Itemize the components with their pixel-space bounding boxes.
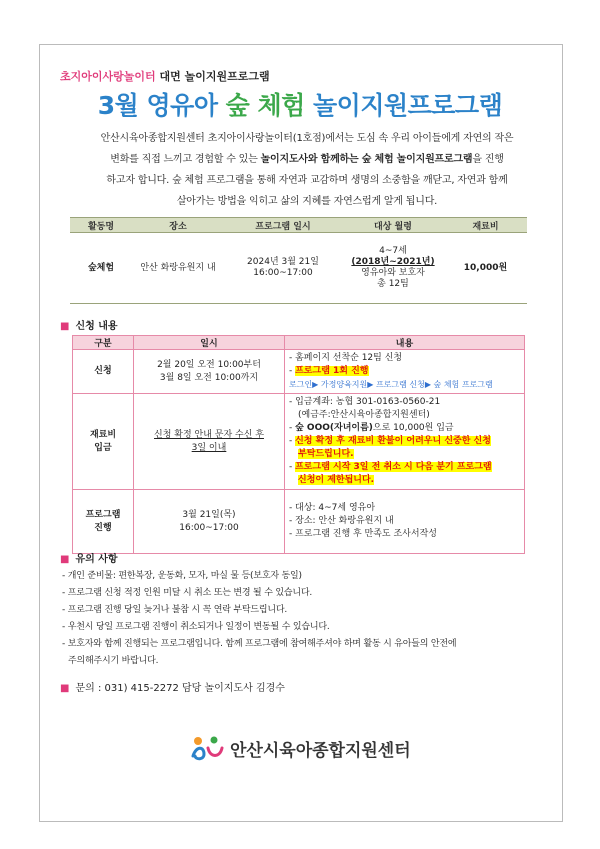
content-line: - 프로그램 시작 3일 전 취소 시 다음 분기 프로그램 [289,462,492,472]
title-highlight: 숲 체험 [225,91,305,120]
content-bold: 숲 OOO(자녀이름) [295,423,373,433]
highlight-text: 신청 확정 후 재료비 환불이 어려우니 신중한 신청 [295,436,491,446]
table-header: 프로그램 일시 [224,218,342,233]
row-content [285,394,525,490]
list-item: - 우천시 당일 프로그램 진행이 취소되거나 일정이 변동될 수 있습니다. [62,622,330,632]
table-row [73,490,525,554]
content-line [289,422,520,435]
intro-paragraph [72,128,542,212]
table-row [73,350,525,394]
datetime-line: 16:00~17:00 [253,268,313,278]
table-row [73,394,525,490]
category-line: 프로그램 [85,509,121,520]
center-name: 안산시육아종합지원센터 [230,740,411,761]
row-content [285,490,525,554]
date-line: 2월 20일 오전 10:00부터 [157,359,261,370]
target-line: 총 12팀 [377,279,409,289]
intro-bold: 놀이지도사와 함께하는 숲 체험 놀이지원프로그램 [260,154,473,165]
row-category [73,394,134,490]
row-content [285,350,525,394]
content-text: 으로 10,000원 입금 [372,423,454,433]
intro-line: 살아가는 방법을 익히고 삶의 지혜를 자연스럽게 알게 됩니다. [176,196,438,207]
row-category [73,490,134,554]
highlight-text: 프로그램 시작 3일 전 취소 시 다음 분기 프로그램 [295,462,492,472]
datetime-line: 2024년 3월 21일 [247,257,319,267]
activity-datetime [224,233,342,304]
table-row [70,233,527,304]
content-line [289,448,520,461]
content-text: - [289,423,296,433]
content-line: - 프로그램 진행 후 만족도 조사서작성 [289,529,437,539]
content-line: - 프로그램 1회 진행 [289,366,369,376]
table-header-row [70,218,527,233]
content-line: - 홈페이지 선착순 12팀 신청 [289,353,403,363]
table-header: 대상 월령 [342,218,444,233]
heading-text: 신청 내용 [75,321,118,332]
intro-line: 하고자 합니다. 숲 체험 프로그램을 통해 자연과 교감하며 생명의 소중함을 깨닫고, 자연과 함께 [106,175,508,186]
center-logo [190,734,411,762]
table-header: 장소 [132,218,224,233]
table-header: 내용 [285,336,525,350]
highlight-text: 프로그램 1회 진행 [295,366,369,376]
date-line: 3월 21일(목) [182,509,236,520]
date-line: 3일 이내 [191,442,227,453]
date-line: 16:00~17:00 [179,522,239,533]
date-line: 신청 확정 안내 문자 수신 후 [154,429,264,440]
contact-info [60,679,285,694]
activity-target [342,233,444,304]
category-line: 진행 [94,522,112,533]
notes-section-heading [60,550,118,565]
content-line: (예금주:안산시육아종합지원센터) [298,410,430,420]
target-line: 영유아와 보호자 [361,268,425,278]
category-line: 입금 [94,442,112,453]
program-info-table [70,217,527,304]
content-line [289,474,520,487]
list-item: - 프로그램 신청 적정 인원 미달 시 취소 또는 변경 될 수 있습니다. [62,588,312,598]
intro-line: 안산시육아종합지원센터 초지아이사랑놀이터(1호점)에서는 도심 속 우리 아이들에게 자연의 작은 [100,133,514,144]
org-name: 초지아이사랑놀이터 [60,70,156,83]
content-line: - 대상: 4~7세 영유아 [289,503,376,513]
list-item: - 프로그램 진행 당일 늦거나 불참 시 꼭 연락 부탁드립니다. [62,605,288,615]
intro-text: 을 진행 [472,154,504,165]
content-line: - 신청 확정 후 재료비 환불이 어려우니 신중한 신청 [289,436,491,446]
category-label: 대면 놀이지원프로그램 [159,70,270,83]
activity-place: 안산 화랑유원지 내 [132,233,224,304]
apply-table [72,335,525,554]
center-logo-icon [190,734,224,762]
title-part1: 3월 영유아 [97,91,226,120]
table-header: 재료비 [444,218,527,233]
intro-line [72,149,542,170]
highlight-text: 신청이 제한됩니다. [298,475,375,485]
row-date [134,394,285,490]
page-title [0,86,600,122]
target-line: (2018년~2021년) [351,257,435,267]
title-part3: 놀이지원프로그램 [304,91,503,120]
content-line: - 장소: 안산 화랑유원지 내 [289,516,394,526]
activity-fee: 10,000원 [444,233,527,304]
notes-list [62,568,542,670]
table-header: 활동명 [70,218,132,233]
application-path-link[interactable]: 로그인▶ 가정양육지원▶ 프로그램 신청▶ 숲 체험 프로그램 [289,380,493,389]
apply-section-heading [60,317,118,332]
row-date [134,490,285,554]
table-header-row [73,336,525,350]
content-line: - 입금계좌: 농협 301-0163-0560-21 [289,397,441,407]
activity-name: 숲체험 [70,233,132,304]
date-line: 3월 8일 오전 10:00까지 [159,372,259,383]
list-item: - 보호자와 함께 진행되는 프로그램입니다. 함께 프로그램에 참여해주셔야 하며 활동 시 유아들의 안전에 [62,639,457,649]
intro-text: 변화를 직접 느끼고 경험할 수 있는 [110,154,261,165]
heading-text: 유의 사항 [75,554,118,565]
target-line: 4~7세 [379,246,407,256]
sub-title [60,68,270,84]
category-line: 재료비 [89,429,117,440]
bullet-icon: ■ [60,321,70,332]
row-category: 신청 [73,350,134,394]
list-item: - 개인 준비물: 편한복장, 운동화, 모자, 마실 물 등(보호자 동일) [62,571,302,581]
list-item: 주의해주시기 바랍니다. [68,656,159,666]
bullet-icon: ■ [60,554,70,565]
table-header: 구분 [73,336,134,350]
bullet-icon: ■ [60,683,70,694]
contact-text: 문의 : 031) 415-2272 담당 놀이지도사 김경수 [75,683,285,694]
row-date [134,350,285,394]
table-header: 일시 [134,336,285,350]
highlight-text: 부탁드립니다. [298,449,354,459]
